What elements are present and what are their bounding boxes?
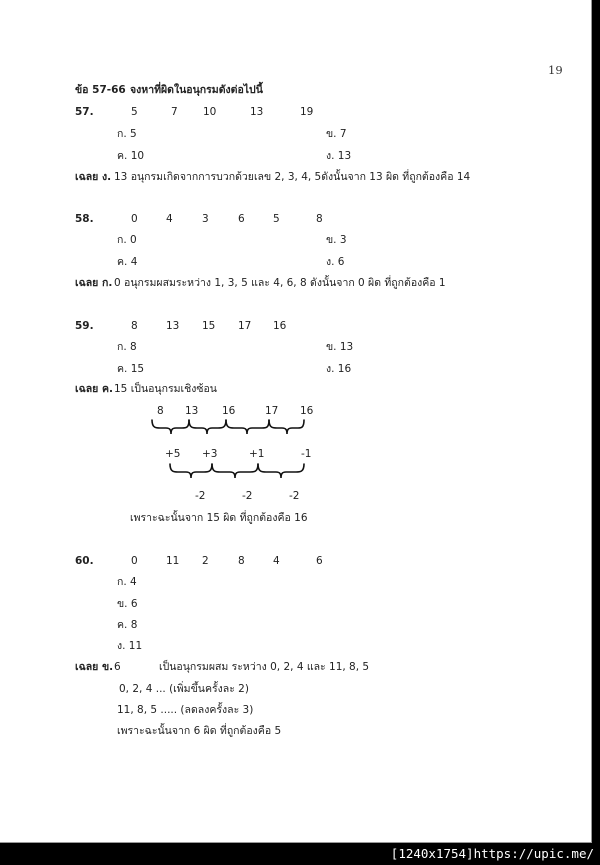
q57-option-c: ค. 10 xyxy=(117,150,145,162)
q58-seq-item: 3 xyxy=(202,213,209,225)
q57-seq-item: 13 xyxy=(250,106,264,118)
q58-option-a: ก. 0 xyxy=(117,234,137,246)
diff-brace xyxy=(152,420,189,434)
diagram-top-number: 16 xyxy=(300,405,314,417)
q59-option-c: ค. 15 xyxy=(117,363,145,375)
diff-brace xyxy=(258,464,304,478)
q58-seq-item: 6 xyxy=(238,213,245,225)
diagram-diff1: -1 xyxy=(301,448,312,460)
q60-conclusion: เพราะฉะนั้นจาก 6 ผิด ที่ถูกต้องคือ 5 xyxy=(117,725,282,737)
q57-seq-item: 5 xyxy=(131,106,138,118)
q58-answer-label: เฉลย ก. xyxy=(75,277,113,289)
diagram-diff1: +3 xyxy=(202,448,218,460)
q60-seq-item: 4 xyxy=(273,555,280,567)
q58-seq-item: 8 xyxy=(316,213,323,225)
q60-answer-text: เป็นอนุกรมผสม ระหว่าง 0, 2, 4 และ 11, 8, 5 xyxy=(159,661,370,673)
page-number: 19 xyxy=(548,63,563,77)
q60-explain-line: 11, 8, 5 ..... (ลดลงครั้งละ 3) xyxy=(117,704,254,716)
q57-answer-label: เฉลย ง. xyxy=(75,171,112,183)
q59-seq-item: 15 xyxy=(202,320,216,332)
q60-option-b: ข. 6 xyxy=(117,598,138,610)
diagram-top-number: 17 xyxy=(265,405,279,417)
q59-number: 59. xyxy=(75,320,94,332)
heading-text: จงหาที่ผิดในอนุกรมดังต่อไปนี้ xyxy=(130,84,263,96)
diagram-diff2: -2 xyxy=(242,490,253,502)
q58-answer-text: 0 อนุกรมผสมระหว่าง 1, 3, 5 และ 4, 6, 8 ดังนั้นจาก 0 ผิด ที่ถูกต้องคือ 1 xyxy=(114,277,446,289)
q60-answer-value: 6 xyxy=(114,661,121,673)
diagram-top-number: 8 xyxy=(157,405,164,417)
q59-seq-item: 17 xyxy=(238,320,252,332)
q58-option-c: ค. 4 xyxy=(117,256,138,268)
heading-label: ข้อ 57-66 xyxy=(75,84,126,96)
q60-option-c: ค. 8 xyxy=(117,619,138,631)
q59-answer-label: เฉลย ค. xyxy=(75,383,113,395)
q59-answer-text: 15 เป็นอนุกรมเชิงซ้อน xyxy=(114,383,217,395)
diagram-diff1: +1 xyxy=(249,448,265,460)
q59-seq-item: 8 xyxy=(131,320,138,332)
q58-option-b: ข. 3 xyxy=(326,234,347,246)
diff-brace xyxy=(189,420,226,434)
q60-seq-item: 2 xyxy=(202,555,209,567)
diagram-top-number: 13 xyxy=(185,405,199,417)
diagram-diff2: -2 xyxy=(289,490,300,502)
q58-seq-item: 0 xyxy=(131,213,138,225)
q60-number: 60. xyxy=(75,555,94,567)
diff-brace xyxy=(226,420,269,434)
diff-brace xyxy=(212,464,258,478)
q59-option-a: ก. 8 xyxy=(117,341,137,353)
diff-brace xyxy=(170,464,212,478)
q60-seq-item: 6 xyxy=(316,555,323,567)
q59-seq-item: 16 xyxy=(273,320,287,332)
footer-bar xyxy=(0,843,600,865)
diff-brace xyxy=(269,420,304,434)
q57-seq-item: 7 xyxy=(171,106,178,118)
q60-seq-item: 0 xyxy=(131,555,138,567)
q57-seq-item: 10 xyxy=(203,106,217,118)
q58-number: 58. xyxy=(75,213,94,225)
q57-number: 57. xyxy=(75,106,94,118)
diagram-diff2: -2 xyxy=(195,490,206,502)
q60-seq-item: 8 xyxy=(238,555,245,567)
footer-url: [1240x1754]https://upic.me/ xyxy=(390,846,594,861)
q59-option-d: ง. 16 xyxy=(326,363,352,375)
q60-option-a: ก. 4 xyxy=(117,576,137,588)
q58-seq-item: 5 xyxy=(273,213,280,225)
q59-option-b: ข. 13 xyxy=(326,341,354,353)
q60-explain-line: 0, 2, 4 ... (เพิ่มขึ้นครั้งละ 2) xyxy=(119,683,249,695)
q59-seq-item: 13 xyxy=(166,320,180,332)
q58-seq-item: 4 xyxy=(166,213,173,225)
q60-answer-label: เฉลย ข. xyxy=(75,661,114,673)
q57-answer-text: 13 อนุกรมเกิดจากการบวกด้วยเลข 2, 3, 4, 5ดังนั้นจาก 13 ผิด ที่ถูกต้องคือ 14 xyxy=(114,171,471,183)
diagram-diff1: +5 xyxy=(165,448,181,460)
q59-conclusion: เพราะฉะนั้นจาก 15 ผิด ที่ถูกต้องคือ 16 xyxy=(130,512,308,524)
q60-option-d: ง. 11 xyxy=(117,640,143,652)
q57-option-d: ง. 13 xyxy=(326,150,352,162)
diagram-top-number: 16 xyxy=(222,405,236,417)
q57-option-b: ข. 7 xyxy=(326,128,347,140)
q60-seq-item: 11 xyxy=(166,555,180,567)
q57-seq-item: 19 xyxy=(300,106,314,118)
q58-option-d: ง. 6 xyxy=(326,256,345,268)
q57-option-a: ก. 5 xyxy=(117,128,137,140)
